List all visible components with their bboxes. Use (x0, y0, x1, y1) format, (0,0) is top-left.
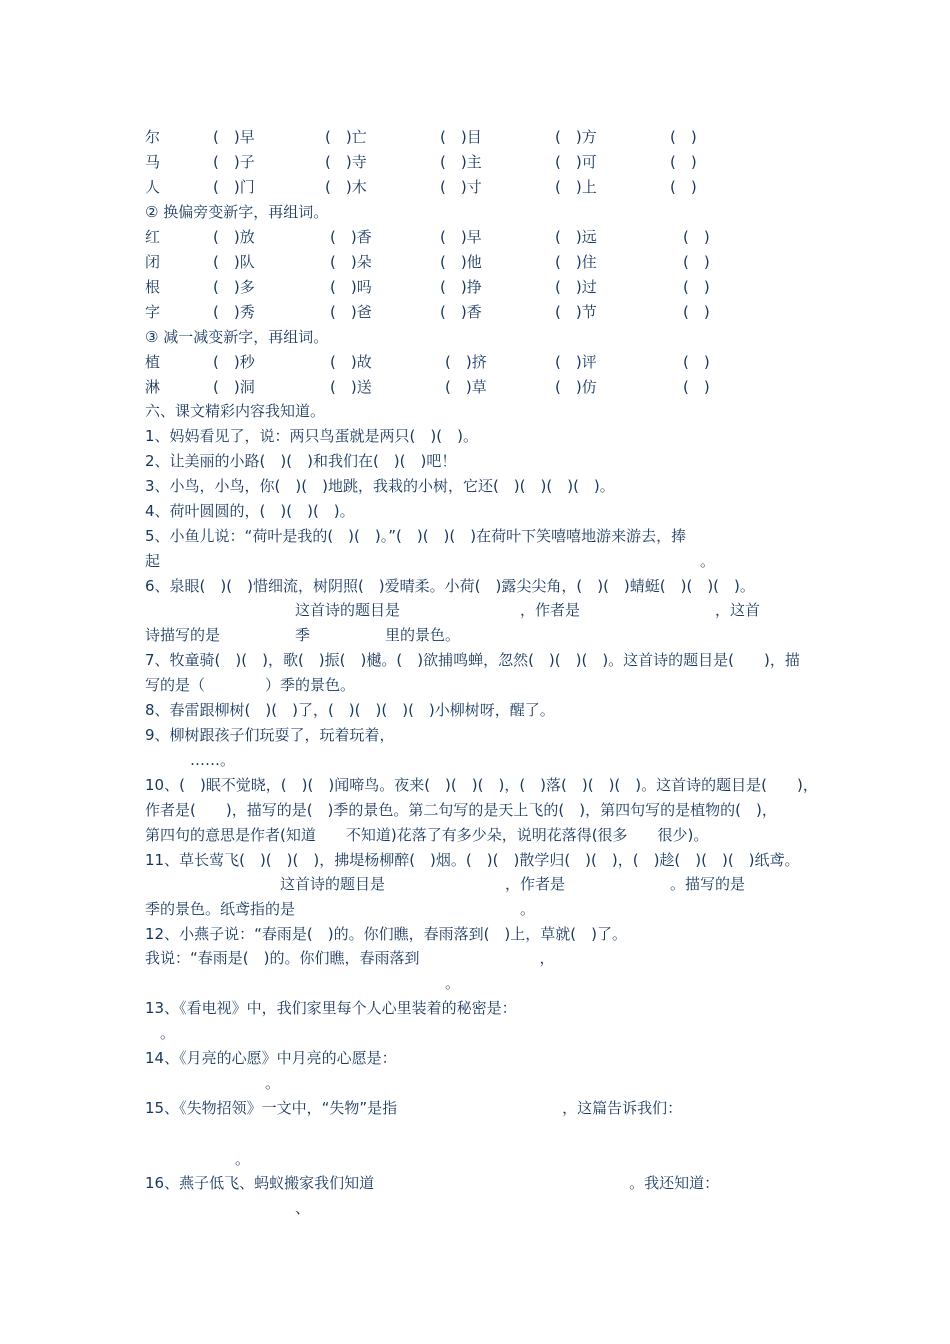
table-cell: ( )远 (555, 228, 597, 246)
table-cell: ( )上 (555, 178, 597, 196)
table-cell: ( )评 (555, 353, 597, 371)
question-line: 10、( )眠不觉晓，( )( )闻啼鸟。夜来( )( )( )，( )落( )( )( )。这首诗的题目是( )， (145, 776, 818, 794)
table-cell: ( ) (683, 278, 710, 296)
table-cell: ( ) (683, 228, 710, 246)
table-cell: ( ) (683, 378, 710, 396)
question-line: 。 (145, 1150, 251, 1168)
table-cell: ( )挣 (440, 278, 482, 296)
table-cell: ( )草 (445, 378, 487, 396)
question-line: 7、牧童骑( )( )，歌( )振( )樾。( )欲捕鸣蝉，忽然( )( )( )。这首诗的题目是( )，描 (145, 651, 800, 669)
table-cell: ( )可 (555, 153, 597, 171)
table-cell: ( )香 (330, 228, 372, 246)
table-cell: ( ) (683, 303, 710, 321)
table-cell: ( )木 (325, 178, 367, 196)
question-line: 起 。 (145, 552, 716, 570)
question-line: 6、泉眼( )( )惜细流，树阴照( )爱晴柔。小荷( )露尖尖角，( )( )蜻蜓( )( )( )。 (145, 577, 755, 595)
question-line: 、 (145, 1199, 311, 1217)
table-cell: 根 (145, 278, 161, 296)
question-line: 1、妈妈看见了，说：两只鸟蛋就是两只( )( )。 (145, 427, 478, 445)
table-cell: ( )秒 (213, 353, 255, 371)
table-cell: ( )早 (213, 128, 255, 146)
question-line: 4、荷叶圆圆的，( )( )( )。 (145, 502, 355, 520)
table-cell: 马 (145, 153, 161, 171)
question-line: 作者是( )，描写的是( )季的景色。第二句写的是天上飞的( )，第四句写的是植物的( )， (145, 801, 777, 819)
question-line: 16、燕子低飞、蚂蚁搬家我们知道 。我还知道： (145, 1174, 720, 1192)
table-cell: 植 (145, 353, 161, 371)
table-cell: 淋 (145, 378, 161, 396)
table-cell: ( )子 (213, 153, 255, 171)
question-line: 这首诗的题目是 ，作者是 ，这首 (145, 601, 761, 619)
table-cell: ( ) (683, 353, 710, 371)
question-line: 3、小鸟，小鸟，你( )( )地跳，我栽的小树，它还( )( )( )( )。 (145, 477, 615, 495)
section-heading: ③ 减一减变新字，再组词。 (145, 328, 329, 346)
table-cell: ( )亡 (325, 128, 367, 146)
table-cell: 红 (145, 228, 161, 246)
question-line: 这首诗的题目是 ，作者是 。描写的是 (145, 875, 746, 893)
question-line: 。 (145, 974, 461, 992)
question-line: 8、春雷跟柳树( )( )了，( )( )( )( )小柳树呀，醒了。 (145, 701, 555, 719)
question-line: 12、小燕子说：“春雨是( )的。你们瞧，春雨落到( )上，草就( )了。 (145, 925, 627, 943)
table-cell: ( )送 (330, 378, 372, 396)
table-cell: ( )挤 (445, 353, 487, 371)
table-cell: ( )洞 (213, 378, 255, 396)
question-line: 11、草长莺飞( )( )( )，拂堤杨柳醉( )烟。( )( )散学归( )( )，( )趁( )( )( )纸鸢。 (145, 851, 800, 869)
question-line: ……。 (145, 751, 236, 769)
table-cell: ( )爸 (330, 303, 372, 321)
table-cell: ( )方 (555, 128, 597, 146)
table-cell: ( )他 (440, 253, 482, 271)
table-cell: ( )队 (213, 253, 255, 271)
question-line: 。 (145, 1074, 281, 1092)
table-cell: ( )早 (440, 228, 482, 246)
table-cell: ( )寸 (440, 178, 482, 196)
table-cell: ( ) (670, 153, 697, 171)
table-cell: 尔 (145, 128, 161, 146)
table-cell: ( ) (670, 178, 697, 196)
table-cell: ( )放 (213, 228, 255, 246)
table-cell: ( )节 (555, 303, 597, 321)
question-line: 。 (145, 1024, 176, 1042)
section-heading: 六、课文精彩内容我知道。 (145, 402, 326, 420)
question-line: 15、《失物招领》一文中，“失物”是指 ，这篇告诉我们： (145, 1099, 683, 1117)
table-cell: ( ) (670, 128, 697, 146)
table-cell: 闭 (145, 253, 161, 271)
question-line: 5、小鱼儿说：“荷叶是我的( )( )。”( )( )( )在荷叶下笑嘻嘻地游来游去，捧 (145, 527, 687, 545)
table-cell: ( )香 (440, 303, 482, 321)
table-cell: ( )住 (555, 253, 597, 271)
question-line: 诗描写的是 季 里的景色。 (145, 626, 461, 644)
table-cell: ( )寺 (325, 153, 367, 171)
question-line: 2、让美丽的小路( )( )和我们在( )( )吧！ (145, 452, 457, 470)
question-line: 我说：“春雨是( )的。你们瞧，春雨落到 ， (145, 949, 555, 967)
question-line: 第四句的意思是作者(知道 不知道)花落了有多少朵，说明花落得(很多 很少)。 (145, 826, 709, 844)
table-cell: ( )门 (213, 178, 255, 196)
table-cell: 人 (145, 178, 161, 196)
table-cell: ( )吗 (330, 278, 372, 296)
table-cell: ( )主 (440, 153, 482, 171)
question-line: 9、柳树跟孩子们玩耍了，玩着玩着， (145, 726, 395, 744)
table-cell: ( ) (683, 253, 710, 271)
table-cell: ( )目 (440, 128, 482, 146)
question-line: 季的景色。纸鸢指的是 。 (145, 900, 536, 918)
table-cell: ( )过 (555, 278, 597, 296)
table-cell: ( )秀 (213, 303, 255, 321)
question-line: 14、《月亮的心愿》中月亮的心愿是： (145, 1049, 397, 1067)
table-cell: ( )朵 (330, 253, 372, 271)
table-cell: ( )故 (330, 353, 372, 371)
table-cell: 字 (145, 303, 161, 321)
section-heading: ② 换偏旁变新字，再组词。 (145, 203, 329, 221)
question-line: 写的是（ ）季的景色。 (145, 676, 356, 694)
question-line: 13、《看电视》中，我们家里每个人心里装着的秘密是： (145, 999, 517, 1017)
table-cell: ( )仿 (555, 378, 597, 396)
table-cell: ( )多 (213, 278, 255, 296)
